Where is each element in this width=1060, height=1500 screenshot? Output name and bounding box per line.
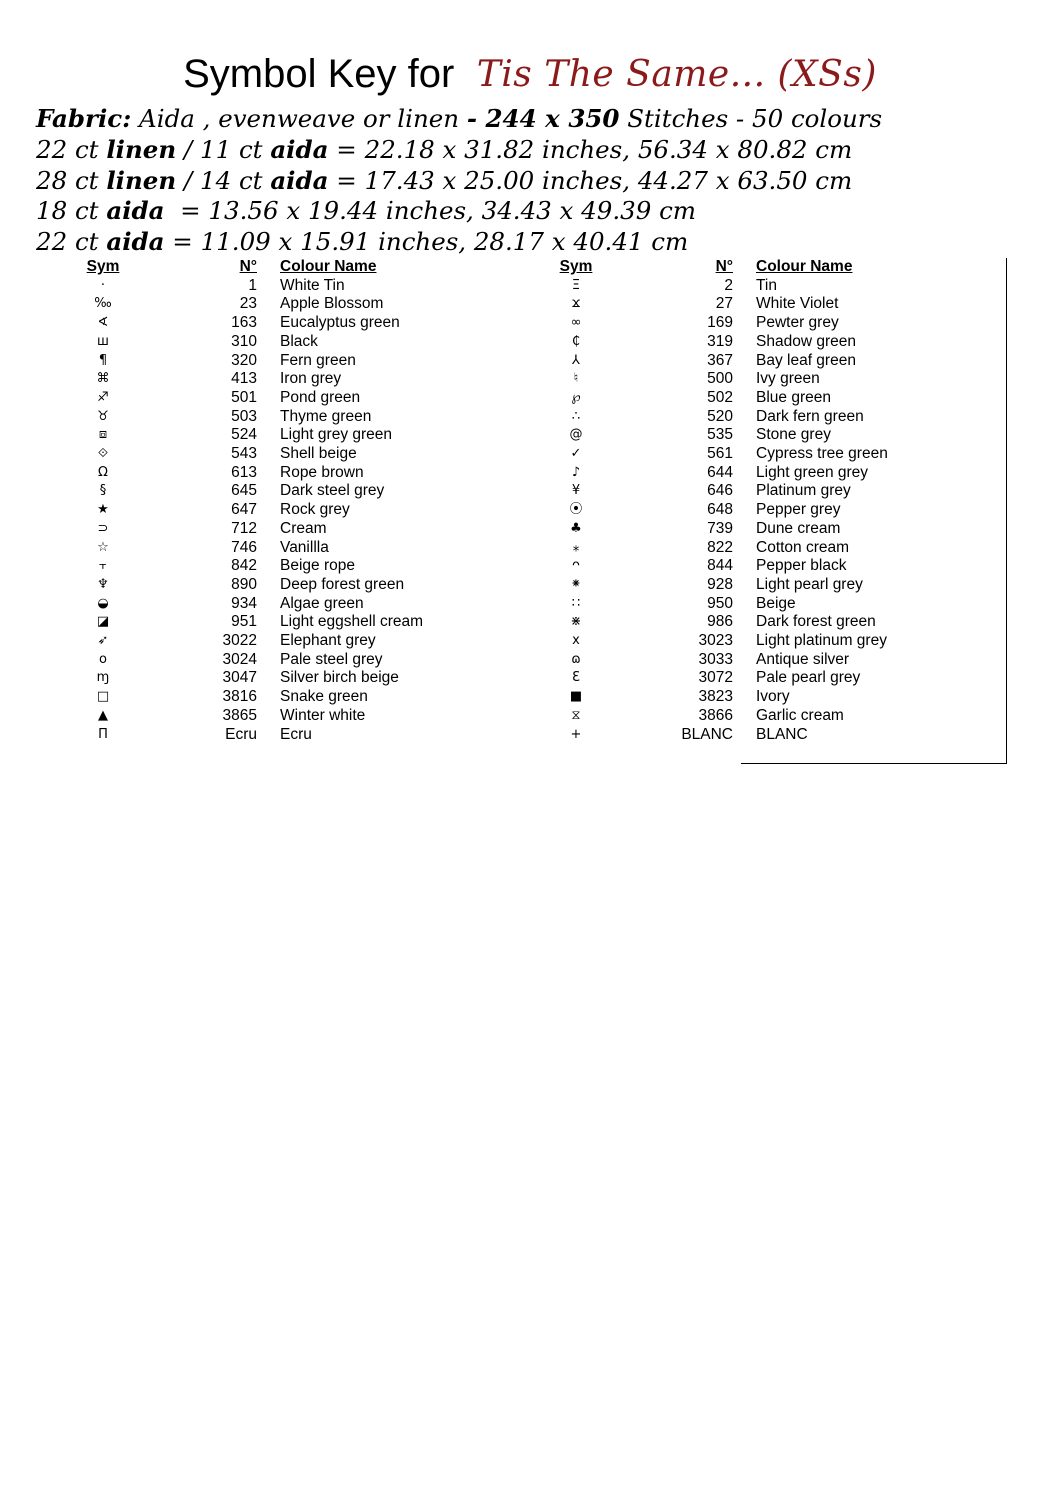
table-row [84,277,480,296]
number-cell: 169 [707,314,733,332]
table-header-row [557,258,966,277]
symbol-cell: @ [569,427,583,443]
fabric-info [36,104,1036,258]
fabric-label: Fabric: [36,104,132,133]
symbol-key-table-right [557,258,966,744]
table-row [557,464,966,483]
colour-name-cell: Light pearl grey [756,575,863,593]
colour-name-cell: White Tin [280,276,345,294]
colour-name-cell: Garlic cream [756,706,844,724]
number-cell: 951 [231,613,257,631]
symbol-cell: ɱ [96,670,110,686]
symbol-cell: ★ [97,502,109,518]
number-cell: 712 [231,519,257,537]
colour-name-cell: Apple Blossom [280,295,384,313]
stitch-colours: Stitches - 50 colours [619,104,883,133]
colour-name-cell: Algae green [280,594,364,612]
colour-name-cell: Stone grey [756,426,831,444]
title-prefix: Symbol Key for [183,52,455,96]
symbol-cell: x [572,633,580,649]
table-row [84,576,480,595]
colour-name-cell: Thyme green [280,407,372,425]
symbol-cell: o [99,651,107,667]
number-cell: 503 [231,407,257,425]
symbol-cell: Ξ [571,277,581,293]
header-colour-name: Colour Name [756,258,853,275]
colour-name-cell: Dune cream [756,519,841,537]
number-cell: 163 [231,314,257,332]
number-cell: 822 [707,538,733,556]
table-border-bottom [741,763,1007,764]
fabric-type: aida [270,134,329,164]
symbol-cell: ⅄ [572,352,580,368]
table-row [84,669,480,688]
fabric-type: linen [106,165,177,195]
table-row [84,370,480,389]
colour-name-cell: Rock grey [280,501,350,519]
colour-name-cell: Light green grey [756,463,869,481]
colour-name-cell: White Violet [756,295,839,313]
colour-name-cell: Rope brown [280,463,364,481]
dimensions-text: = 11.09 x 15.91 inches, 28.17 x 40.41 cm [164,227,689,257]
colour-name-cell: Pale pearl grey [756,669,861,687]
colour-name-cell: Shell beige [280,445,357,463]
table-row [557,669,966,688]
number-cell: 3022 [222,632,257,650]
number-cell: 739 [707,519,733,537]
symbol-cell: ⧖ [571,707,581,723]
table-row [557,295,966,314]
number-cell: 934 [231,594,257,612]
table-row [84,426,480,445]
colour-name-cell: Antique silver [756,650,850,668]
table-row [557,277,966,296]
number-cell: 310 [231,332,257,350]
table-row [84,613,480,632]
header-number: N° [715,258,733,275]
stitch-count: - 244 x 350 [466,104,620,133]
symbol-cell: ⌘ [96,371,110,387]
colour-name-cell: Light grey green [280,426,393,444]
colour-name-cell: Deep forest green [280,575,405,593]
fabric-type: aida [106,227,165,257]
count-text: / 11 ct [176,134,271,164]
table-row [84,333,480,352]
symbol-cell: ɷ [571,651,581,667]
number-cell: 3072 [698,669,733,687]
fabric-type: linen [106,134,177,164]
number-cell: 524 [231,426,257,444]
table-row [84,314,480,333]
colour-name-cell: Fern green [280,351,356,369]
table-row [84,557,480,576]
symbol-cell: ϫ [571,296,581,312]
colour-name-cell: Blue green [756,388,831,406]
colour-name-cell: Snake green [280,688,368,706]
number-cell: 645 [231,482,257,500]
table-body-left [84,277,480,745]
number-cell: 3865 [222,706,257,724]
fabric-type: aida [106,196,165,226]
symbol-cell: ♪ [571,464,581,480]
colour-name-cell: Black [280,332,318,350]
number-cell: 646 [707,482,733,500]
number-cell: 844 [707,557,733,575]
symbol-cell: ♉ [97,408,109,424]
table-row [84,520,480,539]
number-cell: 23 [239,295,257,313]
number-cell: 501 [231,388,257,406]
number-cell: 644 [707,463,733,481]
number-cell: 320 [231,351,257,369]
table-row [84,464,480,483]
symbol-cell: ♆ [97,576,109,592]
table-row [84,726,480,745]
symbol-cell: Ɛ [572,670,580,686]
symbol-cell: ⫟ [99,558,107,574]
table-row [557,408,966,427]
number-cell: 500 [707,370,733,388]
symbol-key-table-left [84,258,480,744]
number-cell: 367 [707,351,733,369]
symbol-cell: ⁎ [572,539,580,555]
symbol-cell: ‰ [94,296,112,312]
number-cell: 1 [248,276,257,294]
number-cell: 950 [707,594,733,612]
colour-name-cell: Beige rope [280,557,355,575]
number-cell: 3816 [222,688,257,706]
table-row [84,352,480,371]
table-row [84,295,480,314]
table-row [557,333,966,352]
symbol-cell: ⧈ [98,427,108,443]
table-row [84,445,480,464]
number-cell: 890 [231,575,257,593]
number-cell: 3823 [698,688,733,706]
number-cell: 520 [707,407,733,425]
symbol-cell: ✓ [570,446,582,462]
colour-name-cell: Beige [756,594,796,612]
table-row [557,520,966,539]
number-cell: 648 [707,501,733,519]
table-body-right [557,277,966,745]
symbol-cell: Ω [98,464,108,480]
symbol-cell: ᴖ [572,558,580,574]
number-cell: 535 [707,426,733,444]
table-row [557,595,966,614]
number-cell: 27 [715,295,733,313]
number-cell: 928 [707,575,733,593]
symbol-cell: ш [97,333,109,349]
table-row [557,445,966,464]
number-cell: Ecru [225,725,257,743]
colour-name-cell: Pepper black [756,557,847,575]
header-sym: Sym [86,258,120,275]
symbol-cell: ▲ [98,707,108,723]
fabric-line-1 [36,104,1036,135]
number-cell: 319 [707,332,733,350]
table-row [84,688,480,707]
page-title [0,52,1060,97]
table-row [557,651,966,670]
number-cell: 413 [231,370,257,388]
symbol-cell: ■ [569,689,583,705]
symbol-cell: ⋇ [570,614,582,630]
colour-name-cell: Winter white [280,706,366,724]
symbol-cell: ¶ [98,352,108,368]
symbol-cell: ☆ [97,539,109,555]
colour-name-cell: Ivy green [756,370,820,388]
fabric-line-4 [36,196,1036,227]
colour-name-cell: Cream [280,519,327,537]
dimensions-text: = 22.18 x 31.82 inches, 56.34 x 80.82 cm [328,134,853,164]
count-text: 28 ct [36,165,107,195]
count-text: 22 ct [36,134,107,164]
dimensions-text: = 17.43 x 25.00 inches, 44.27 x 63.50 cm [328,165,853,195]
colour-name-cell: Light eggshell cream [280,613,424,631]
symbol-cell: § [99,483,107,499]
number-cell: 3023 [698,632,733,650]
table-row [557,688,966,707]
number-cell: 561 [707,445,733,463]
fabric-line-2 [36,135,1036,166]
table-row [557,539,966,558]
table-row [557,557,966,576]
dimensions-text: = 13.56 x 19.44 inches, 34.43 x 49.39 cm [164,196,697,226]
symbol-cell: ➶ [97,633,109,649]
number-cell: 3024 [222,650,257,668]
colour-name-cell: Shadow green [756,332,856,350]
symbol-cell: ¥ [571,483,581,499]
colour-name-cell: Pewter grey [756,314,839,332]
number-cell: 502 [707,388,733,406]
table-row [557,389,966,408]
colour-name-cell: Tin [756,276,777,294]
table-row [84,389,480,408]
colour-name-cell: Iron grey [280,370,342,388]
colour-name-cell: Dark forest green [756,613,876,631]
colour-name-cell: Vanillla [280,538,329,556]
colour-name-cell: Pepper grey [756,501,841,519]
symbol-cell: ∴ [571,408,581,424]
table-border-right [1006,258,1007,764]
number-cell: 842 [231,557,257,575]
header-number: N° [239,258,257,275]
colour-name-cell: Eucalyptus green [280,314,400,332]
colour-name-cell: Pale steel grey [280,650,383,668]
table-header-row [84,258,480,277]
table-row [557,707,966,726]
fabric-type: aida [270,165,329,195]
table-row [84,408,480,427]
colour-name-cell: Pond green [280,388,361,406]
table-row [557,632,966,651]
symbol-cell: ∢ [97,315,109,331]
colour-name-cell: Cotton cream [756,538,850,556]
symbol-cell: ⟐ [97,446,109,462]
table-row [84,707,480,726]
table-row [557,576,966,595]
colour-name-cell: Ivory [756,688,790,706]
symbol-cell: ♮ [573,371,579,387]
colour-name-cell: Cypress tree green [756,445,888,463]
table-row [557,370,966,389]
table-row [557,426,966,445]
symbol-cell: + [570,726,582,742]
table-row [557,482,966,501]
colour-name-cell: Bay leaf green [756,351,856,369]
colour-name-cell: Silver birch beige [280,669,399,687]
symbol-cell: ⦿ [569,502,583,518]
symbol-cell: ♣ [570,520,582,536]
table-row [84,539,480,558]
symbol-cell: ◪ [96,614,110,630]
header-colour-name: Colour Name [280,258,377,275]
fabric-line-3 [36,166,1036,197]
colour-name-cell: Platinum grey [756,482,851,500]
symbol-cell: ∷ [571,595,581,611]
colour-name-cell: Light platinum grey [756,632,887,650]
symbol-cell: □ [96,689,110,705]
table-row [557,314,966,333]
table-row [557,501,966,520]
number-cell: 746 [231,538,257,556]
table-row [557,726,966,745]
number-cell: 2 [724,276,733,294]
table-row [84,632,480,651]
number-cell: 3047 [222,669,257,687]
number-cell: 986 [707,613,733,631]
symbol-cell: Π [98,726,108,742]
symbol-cell: ⁕ [570,576,582,592]
fabric-line-5 [36,227,1036,258]
number-cell: 613 [231,463,257,481]
colour-name-cell: Dark fern green [756,407,864,425]
count-text: / 14 ct [176,165,271,195]
symbol-cell: ⊃ [97,520,109,536]
symbol-cell: ♐ [97,389,109,405]
pattern-name: Tis The Same... (XSs) [476,54,877,95]
table-row [84,482,480,501]
count-text: 18 ct [36,196,107,226]
table-row [84,651,480,670]
number-cell: 3866 [698,706,733,724]
symbol-cell: · [100,277,106,293]
table-row [557,352,966,371]
table-row [84,595,480,614]
colour-name-cell: Ecru [280,725,312,743]
symbol-cell: ◒ [97,595,109,611]
colour-name-cell: Elephant grey [280,632,376,650]
fabric-types: Aida , evenweave or linen [131,104,467,133]
table-row [557,613,966,632]
number-cell: 647 [231,501,257,519]
symbol-cell: ∞ [570,315,582,331]
colour-name-cell: Dark steel grey [280,482,385,500]
header-sym: Sym [559,258,593,275]
symbol-cell: ₵ [571,333,581,349]
colour-name-cell: BLANC [756,725,808,743]
symbol-cell: ℘ [571,389,581,405]
count-text: 22 ct [36,227,107,257]
number-cell: 3033 [698,650,733,668]
number-cell: BLANC [681,725,733,743]
table-row [84,501,480,520]
number-cell: 543 [231,445,257,463]
